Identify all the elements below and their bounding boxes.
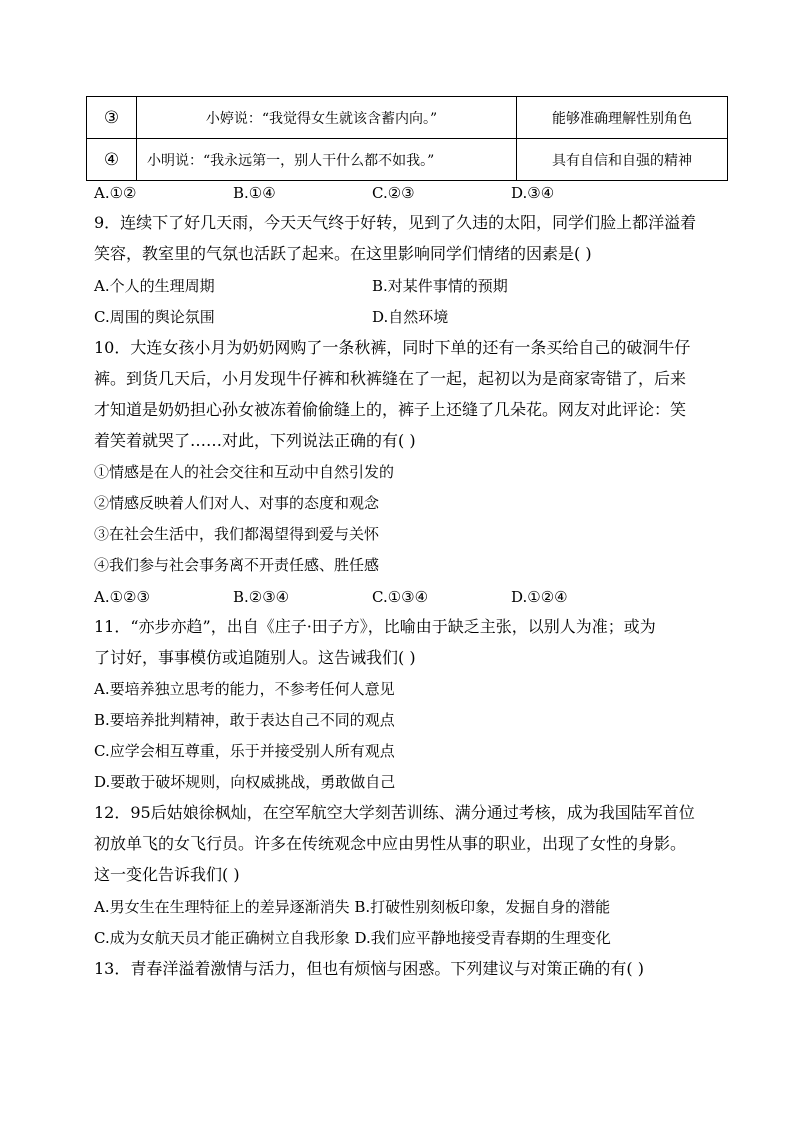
q9-stem-line: 笑容，教室里的气氛也活跃了起来。在这里影响同学们情绪的因素是( )	[94, 244, 592, 263]
table-row	[87, 139, 728, 181]
q10-stem-line: 着笑着就哭了……对此，下列说法正确的有( )	[94, 431, 416, 450]
q13-stem-line: 13．青春洋溢着激情与活力，但也有烦恼与困惑。下列建议与对策正确的有( )	[94, 959, 644, 978]
q12-options-line: C.成为女航天员才能正确树立自我形象 D.我们应平静地接受青春期的生理变化	[94, 929, 611, 947]
q11-option-c: C.应学会相互尊重，乐于并接受别人所有观点	[94, 742, 395, 760]
q12-stem-line: 12．95后姑娘徐枫灿，在空军航空大学刻苦训练、满分通过考核，成为我国陆军首位	[94, 803, 695, 822]
answer-table	[86, 96, 728, 181]
row-quote: 小明说：“我永远第一，别人干什么都不如我。”	[137, 139, 517, 181]
q11-option-b: B.要培养批判精神，敢于表达自己不同的观点	[94, 711, 395, 729]
q8-option-d: D.③④	[511, 184, 555, 202]
q11-option-d: D.要敢于破坏规则，向权威挑战，勇敢做自己	[94, 773, 396, 791]
q12-stem-line: 这一变化告诉我们( )	[94, 865, 240, 884]
q12-options-line: A.男女生在生理特征上的差异逐渐消失 B.打破性别刻板印象，发掘自身的潜能	[94, 898, 611, 916]
q10-statement: ②情感反映着人们对人、对事的态度和观念	[94, 494, 380, 512]
q9-option-a: A.个人的生理周期	[94, 277, 215, 295]
q12-stem-line: 初放单飞的女飞行员。许多在传统观念中应由男性从事的职业，出现了女性的身影。	[94, 834, 687, 853]
q9-option-d: D.自然环境	[372, 308, 449, 326]
q10-statement: ③在社会生活中，我们都渴望得到爱与关怀	[94, 525, 380, 543]
q9-stem-line: 9．连续下了好几天雨，今天天气终于好转，见到了久违的太阳，同学们脸上都洋溢着	[94, 213, 697, 232]
q10-stem-line: 10．大连女孩小月为奶奶网购了一条秋裤，同时下单的还有一条买给自己的破洞牛仔	[94, 338, 691, 357]
q10-option-d: D.①②④	[511, 588, 568, 606]
q11-stem-line: 11．“亦步亦趋”，出自《庄子·田子方》，比喻由于缺乏主张，以别人为准；或为	[94, 617, 656, 636]
q10-stem-line: 裤。到货几天后，小月发现牛仔裤和秋裤缝在了一起，起初以为是商家寄错了，后来	[94, 369, 687, 388]
q10-stem-line: 才知道是奶奶担心孙女被冻着偷偷缝上的，裤子上还缝了几朵花。网友对此评论：笑	[94, 400, 687, 419]
q8-option-a: A.①②	[94, 184, 137, 202]
row-number: ④	[87, 139, 137, 181]
q10-statement: ④我们参与社会事务离不开责任感、胜任感	[94, 556, 380, 574]
table-row	[87, 97, 728, 139]
q8-option-b: B.①④	[233, 184, 276, 202]
row-result: 能够准确理解性别角色	[517, 97, 728, 139]
q9-option-c: C.周围的舆论氛围	[94, 308, 215, 326]
q10-option-a: A.①②③	[94, 588, 150, 606]
q11-stem-line: 了讨好，事事模仿或追随别人。这告诫我们( )	[94, 648, 416, 667]
row-quote: 小婷说：“我觉得女生就该含蓄内向。”	[137, 97, 517, 139]
q11-option-a: A.要培养独立思考的能力，不参考任何人意见	[94, 680, 395, 698]
q9-option-b: B.对某件事情的预期	[372, 277, 508, 295]
q10-statement: ①情感是在人的社会交往和互动中自然引发的	[94, 463, 395, 481]
q10-option-c: C.①③④	[372, 588, 429, 606]
row-number: ③	[87, 97, 137, 139]
row-result: 具有自信和自强的精神	[517, 139, 728, 181]
q10-option-b: B.②③④	[233, 588, 290, 606]
q8-option-c: C.②③	[372, 184, 415, 202]
